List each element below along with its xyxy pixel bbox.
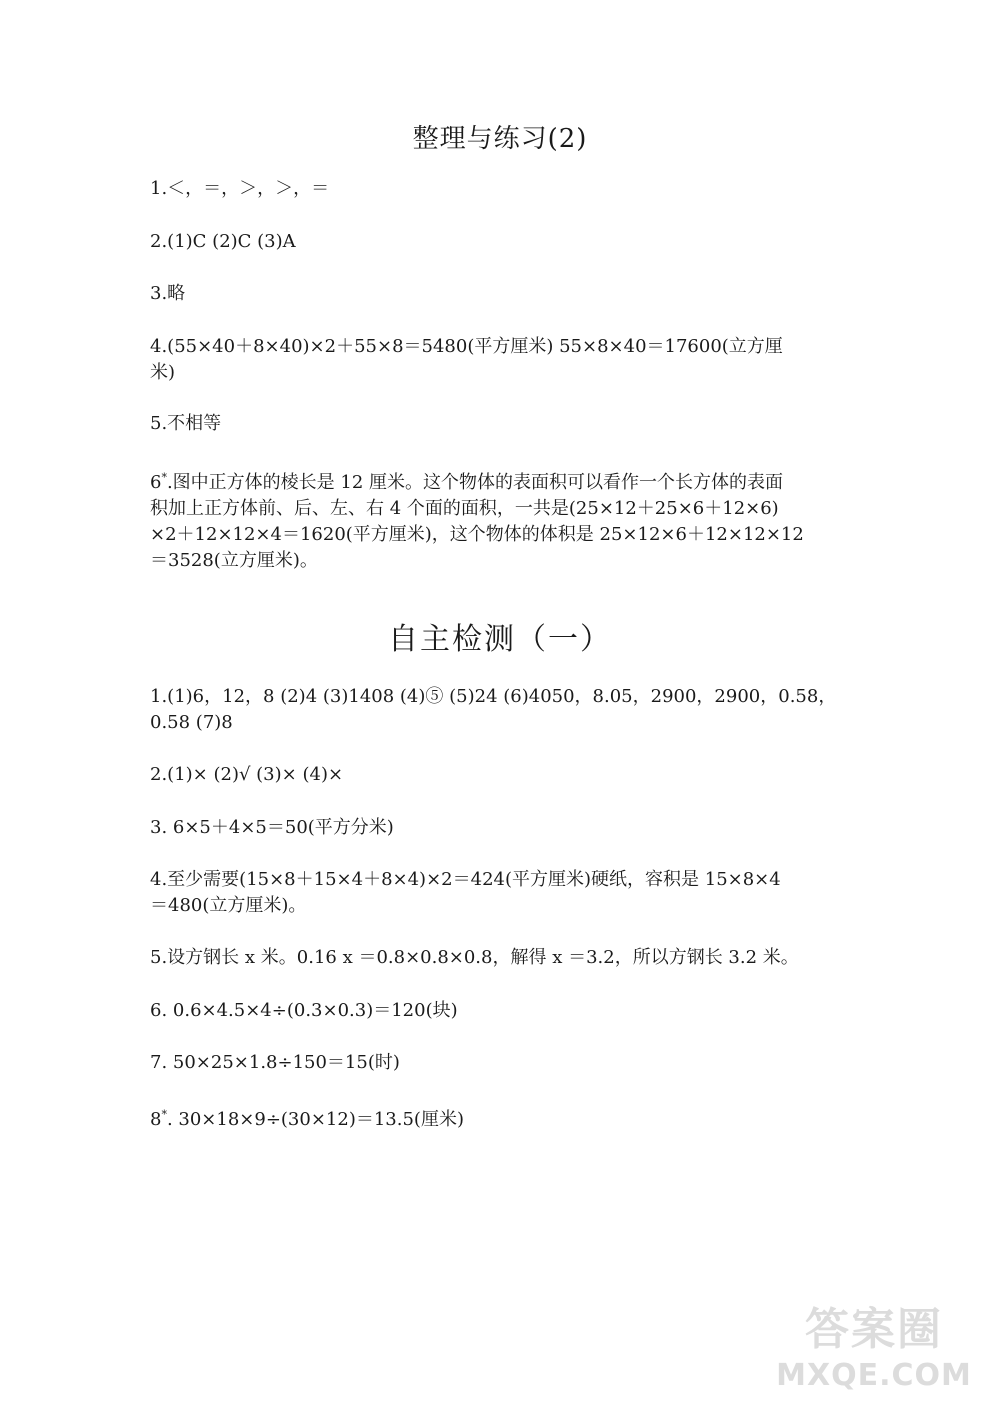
answer-item xyxy=(150,411,850,437)
answer-line: 3.略 xyxy=(150,283,186,304)
answer-line: 7. 50×25×1.8÷150＝15(时) xyxy=(150,1052,400,1073)
answer-item xyxy=(150,684,850,736)
answer-line: 1.＜，＝，＞，＞，＝ xyxy=(150,178,330,199)
answer-line: 0.58 (7)8 xyxy=(150,712,233,733)
answer-line: ＝480(立方厘米)。 xyxy=(150,895,307,916)
answer-item xyxy=(150,334,850,386)
answer-line: 2.(1)C (2)C (3)A xyxy=(150,231,296,252)
answer-text: .图中正方体的棱长是 12 厘米。这个物体的表面积可以看作一个长方体的表面 xyxy=(166,472,784,493)
answer-line: 4.至少需要(15×8＋15×4＋8×4)×2＝424(平方厘米)硬纸，容积是 15×8×4 xyxy=(150,869,781,890)
answer-item xyxy=(150,229,850,255)
answer-line: ×2＋12×12×4＝1620(平方厘米)，这个物体的体积是 25×12×6＋12×12×12 xyxy=(150,524,804,545)
item-number: 8 xyxy=(150,1109,162,1130)
answer-item xyxy=(150,815,850,841)
section-title: 自主检测（一） xyxy=(388,622,612,657)
watermark-logo xyxy=(758,1304,990,1404)
answer-line: 3. 6×5＋4×5＝50(平方分米) xyxy=(150,817,394,838)
answer-item xyxy=(150,465,850,574)
answer-line: ＝3528(立方厘米)。 xyxy=(150,550,318,571)
answer-line: 5.设方钢长 x 米。0.16 x ＝0.8×0.8×0.8，解得 x ＝3.2，所以方钢长 3.2 米。 xyxy=(150,947,799,968)
answer-line: 2.(1)× (2)√ (3)× (4)× xyxy=(150,764,344,785)
answer-line: 4.(55×40＋8×40)×2＋55×8＝5480(平方厘米) 55×8×40＝17600(立方厘 xyxy=(150,336,783,357)
section-title: 整理与练习(2) xyxy=(412,124,588,154)
answer-line: 1.(1)6，12，8 (2)4 (3)1408 (4)⑤ (5)24 (6)4050，8.05，2900，2900，0.58， xyxy=(150,686,837,707)
answer-text: . 30×18×9÷(30×12)＝13.5(厘米) xyxy=(166,1109,464,1130)
item-number: 6 xyxy=(150,472,162,493)
answer-line: 6. 0.6×4.5×4÷(0.3×0.3)＝120(块) xyxy=(150,1000,458,1021)
answer-item xyxy=(150,998,850,1024)
challenge-star: * xyxy=(161,1108,167,1121)
answer-item xyxy=(150,281,850,307)
answer-item xyxy=(150,1050,850,1076)
answer-line xyxy=(150,1102,850,1133)
watermark-text: 答案圈 xyxy=(805,1304,943,1355)
answer-line: 积加上正方体前、后、左、右 4 个面的面积，一共是(25×12＋25×6＋12×6) xyxy=(150,498,779,519)
answer-item xyxy=(150,176,850,202)
challenge-star: * xyxy=(161,471,167,484)
watermark-url: MXQE.COM xyxy=(776,1358,972,1393)
answer-line: 米) xyxy=(150,362,176,383)
answer-line xyxy=(150,465,850,496)
answer-line: 5.不相等 xyxy=(150,413,222,434)
answer-item xyxy=(150,1102,850,1133)
answer-item xyxy=(150,762,850,788)
answer-item xyxy=(150,867,850,919)
answer-item xyxy=(150,945,850,971)
